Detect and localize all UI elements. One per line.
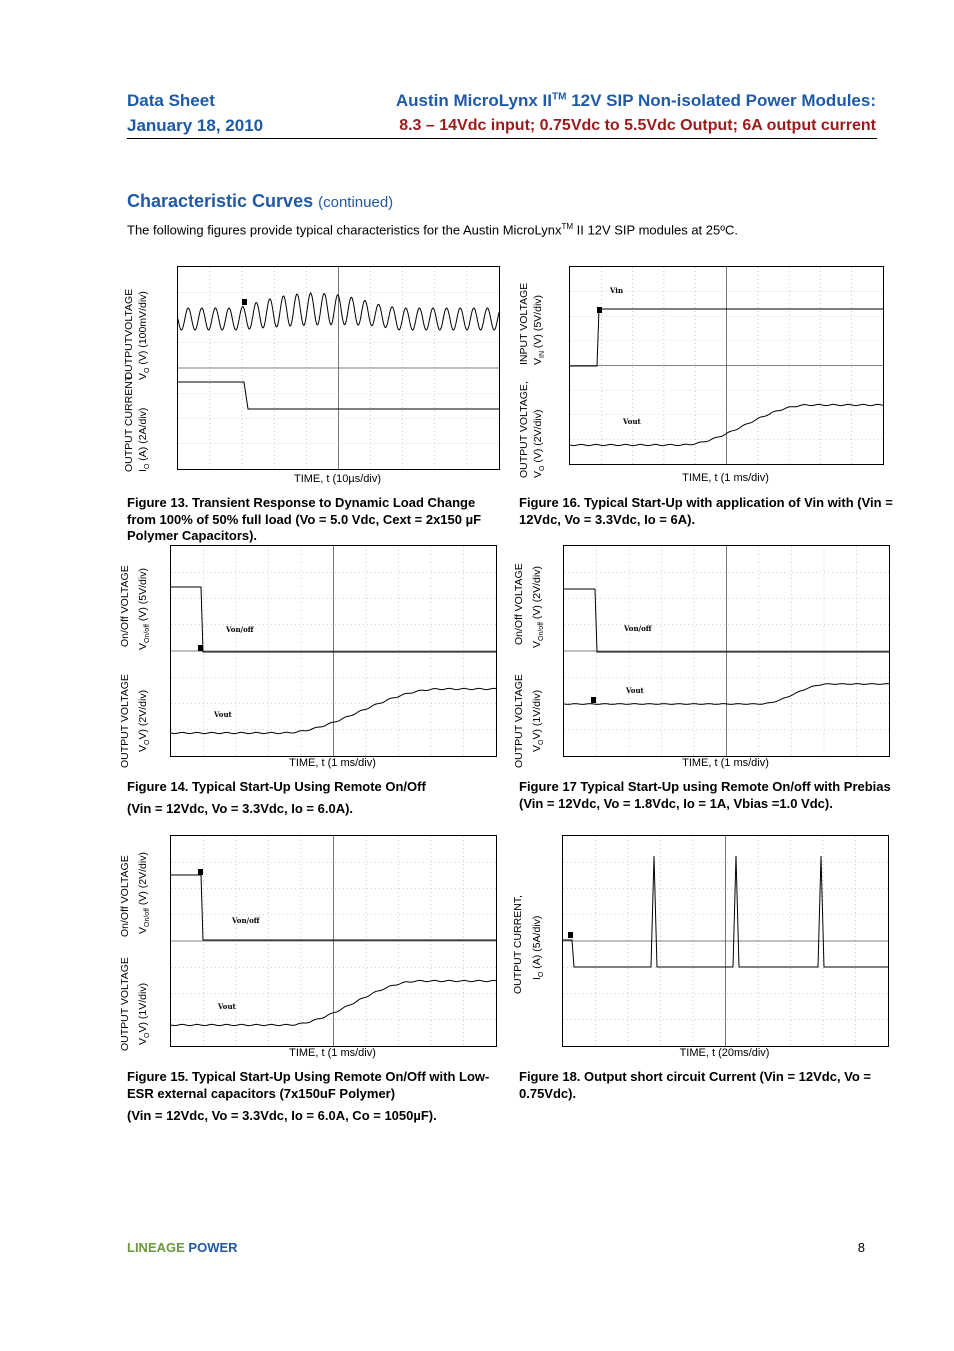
fig18-xlabel: TIME, t (20ms/div)	[679, 1047, 770, 1059]
fig17-caption: Figure 17 Typical Start-Up using Remote On/off with Prebias (Vin = 12Vdc, Vo = 1.8Vdc, Io = 1A, Vbias =1.0 Vdc).	[519, 779, 891, 811]
fig14-grid	[171, 546, 496, 756]
fig18-ylabel-units: $I_O$ (A) (5A/div)	[531, 915, 546, 980]
fig15-ylabel-bottom: OUTPUT VOLTAGE	[119, 957, 131, 1051]
fig17-ylabel-top-units: $V_{On/off}$ (V) (2V/div)	[531, 566, 546, 648]
fig17-trace-label-vonoff: Von/off	[624, 624, 652, 633]
fig14-ylabel-bottom: OUTPUT VOLTAGE	[119, 674, 131, 768]
fig17-xlabel: TIME, t (1 ms/div)	[682, 757, 769, 769]
fig18-scope-plot	[562, 835, 889, 1047]
fig15-trace-label-vout: Vout	[218, 1002, 236, 1011]
fig14-xlabel: TIME, t (1 ms/div)	[289, 757, 376, 769]
fig17-marker-1	[591, 697, 596, 703]
fig15-xlabel: TIME, t (1 ms/div)	[289, 1047, 376, 1059]
fig17-ylabel-bottom-units: $V_OV$) (1V/div)	[531, 689, 546, 752]
fig16-ylabel-top-units: $V_{IN}$ (V) (5V/div)	[532, 294, 547, 365]
fig15-caption-line2: (Vin = 12Vdc, Vo = 3.3Vdc, Io = 6.0A, Co = 1050µF).	[127, 1108, 437, 1123]
fig15-grid	[171, 836, 496, 1046]
fig18-grid	[563, 836, 888, 1046]
fig13-scope-plot	[177, 266, 500, 470]
fig13-ylabel-top: OUTPUTVOLTAGE	[123, 288, 135, 380]
fig14-ylabel-top: On/Off VOLTAGE	[119, 565, 131, 647]
fig15-caption-line1: Figure 15. Typical Start-Up Using Remote On/Off with Low-ESR external capacitors (7x150uF Polymer)	[127, 1069, 490, 1101]
fig16-ylabel-top: INPUT VOLTAGE	[518, 282, 530, 365]
fig14-trace-label-vout: Vout	[214, 710, 232, 719]
fig16-ylabel-bottom: OUTPUT VOLTAGE,	[518, 381, 530, 478]
fig13-ylabel-bottom: OUTPUT CURRENT	[123, 374, 135, 472]
fig14-ylabel-top-units: $V_{On/off}$ (V) (5V/div)	[137, 568, 152, 650]
page-number: 8	[857, 1240, 865, 1255]
fig18-ylabel: OUTPUT CURRENT,	[512, 895, 524, 994]
fig16-xlabel: TIME, t (1 ms/div)	[682, 472, 769, 484]
footer-brand-logo: LINEAGE POWER	[127, 1240, 238, 1255]
fig15-scope-plot	[170, 835, 497, 1047]
fig14-caption-line2: (Vin = 12Vdc, Vo = 3.3Vdc, Io = 6.0A).	[127, 801, 354, 816]
section-title: Characteristic Curves (continued)	[127, 191, 394, 211]
fig17-ylabel-bottom: OUTPUT VOLTAGE	[513, 674, 525, 768]
fig15-ylabel-top: On/Off VOLTAGE	[119, 855, 131, 937]
fig16-grid	[570, 267, 883, 464]
fig18-marker-1	[568, 932, 573, 938]
fig17-grid	[564, 546, 889, 756]
fig14-trace-label-vonoff: Von/off	[226, 625, 254, 634]
fig17-ylabel-top: On/Off VOLTAGE	[513, 563, 525, 645]
fig16-trace-label-vin: Vin	[610, 286, 624, 295]
fig13-marker-1	[242, 299, 247, 305]
doc-date: January 18, 2010	[127, 116, 264, 135]
fig16-scope-plot	[569, 266, 884, 465]
fig13-ylabel-bottom-units: $I_O$ (A) (2A/div)	[137, 407, 152, 472]
fig16-trace-label-vout: Vout	[623, 417, 641, 426]
fig15-ylabel-top-units: $V_{On/off}$ (V) (2V/div)	[137, 852, 152, 934]
section-intro: The following figures provide typical characteristics for the Austin MicroLynx™ II 12V SIP modules at 25ºC.	[127, 222, 738, 238]
fig13-caption: Figure 13. Transient Response to Dynamic Load Change from 100% of 50% full load (Vo = 5.0 Vdc, Cext = 2x150 µF Polymer Capacitors).	[127, 495, 482, 543]
fig14-marker-1	[198, 645, 203, 651]
doc-type: Data Sheet	[127, 91, 215, 110]
fig13-xlabel: TIME, t (10µs/div)	[293, 473, 382, 485]
product-title: Austin MicroLynx II™ 12V SIP Non-isolated Power Modules:	[395, 91, 876, 110]
fig17-scope-plot	[563, 545, 890, 757]
product-subtitle: 8.3 – 14Vdc input; 0.75Vdc to 5.5Vdc Output; 6A output current	[399, 117, 876, 134]
fig15-trace-label-vonoff: Von/off	[232, 916, 260, 925]
fig14-scope-plot	[170, 545, 497, 757]
fig15-ylabel-bottom-units: $V_OV$) (1V/div)	[137, 982, 152, 1045]
fig14-caption-line1: Figure 14. Typical Start-Up Using Remote On/Off	[127, 779, 426, 794]
fig17-trace-label-vout: Vout	[626, 686, 644, 695]
fig13-grid	[178, 267, 499, 469]
fig18-caption: Figure 18. Output short circuit Current (Vin = 12Vdc, Vo = 0.75Vdc).	[519, 1069, 872, 1101]
header-rule	[127, 138, 877, 139]
fig16-marker-vin	[597, 307, 602, 313]
fig16-caption: Figure 16. Typical Start-Up with application of Vin with (Vin = 12Vdc, Vo = 3.3Vdc, Io = 6A).	[519, 495, 893, 527]
fig14-ylabel-bottom-units: $V_OV$) (2V/div)	[137, 689, 152, 752]
fig16-ylabel-bottom-units: $V_O$ (V) (2V/div)	[532, 409, 547, 478]
fig15-marker-1	[198, 869, 203, 875]
fig13-ylabel-top-units: $V_O$ (V) (100mV/div)	[137, 291, 152, 380]
